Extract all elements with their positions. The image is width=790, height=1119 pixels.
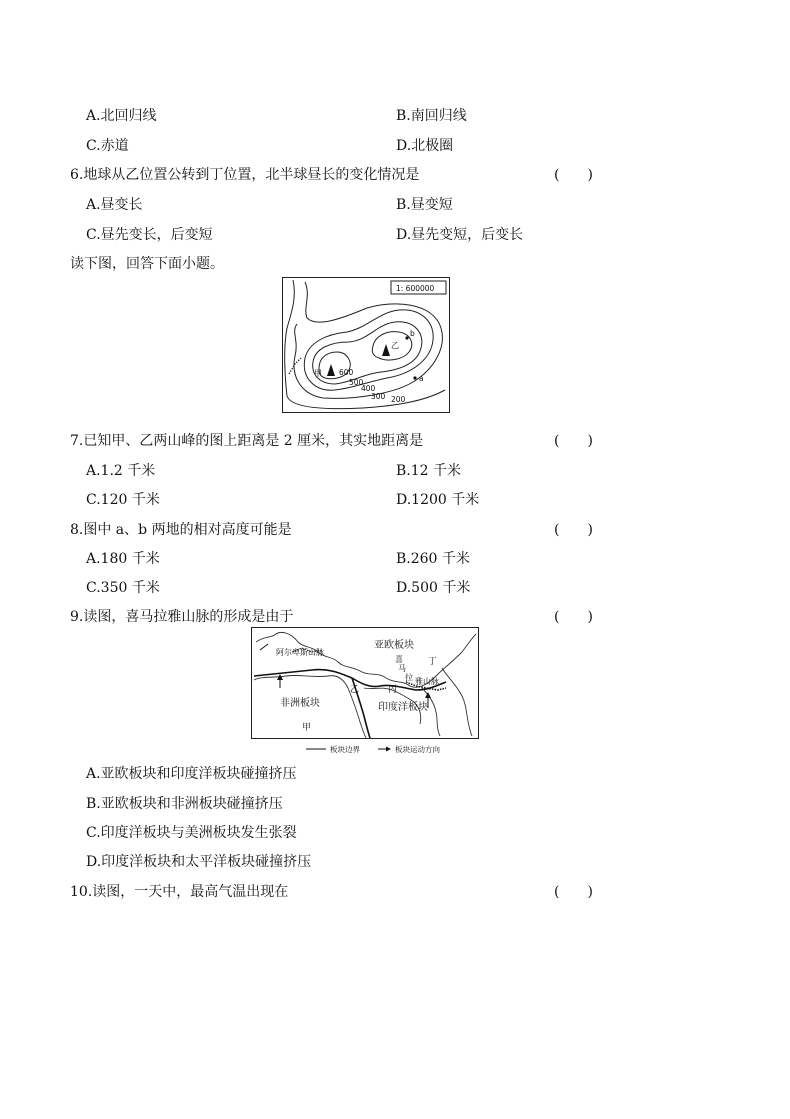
q9-option-a: A.亚欧板块和印度洋板块碰撞挤压: [86, 766, 297, 782]
q7-option-a: A.1.2 千米: [86, 463, 156, 479]
contour-label-300: 300: [371, 392, 386, 401]
peak-yi-label: 乙: [391, 341, 399, 350]
label-ding: 丁: [428, 657, 438, 667]
contour-map-svg: [283, 278, 449, 412]
coastline-north: [256, 632, 476, 687]
label-jia: 甲: [302, 723, 312, 733]
legend-arrow-icon: [386, 747, 391, 752]
peak-jia-label: 甲: [314, 369, 322, 378]
q7-option-c: C.120 千米: [86, 492, 160, 508]
intro-text: 读下图，回答下面小题。: [70, 256, 224, 272]
point-a-label: a: [419, 374, 424, 383]
q5-option-b: B.南回归线: [396, 108, 467, 124]
q9-option-c: C.印度洋板块与美洲板块发生张裂: [86, 825, 297, 841]
coastline-east: [442, 668, 472, 736]
label-eurasia-plate: 亚欧板块: [374, 640, 414, 651]
label-bing: 丙: [388, 685, 398, 695]
contour-label-500: 500: [349, 378, 364, 387]
contour-label-600: 600: [339, 368, 354, 377]
q9-option-b: B.亚欧板块和非洲板块碰撞挤压: [86, 796, 283, 812]
q6-answer-paren: ( ): [554, 167, 593, 183]
q8-option-b: B.260 千米: [396, 551, 470, 567]
q7-answer-paren: ( ): [554, 433, 593, 449]
plate-map-svg: [252, 628, 478, 738]
peak-jia-icon: [327, 364, 335, 376]
label-himalaya-3: 拉: [405, 673, 413, 682]
point-b-label: b: [410, 329, 415, 338]
contour-label-200: 200: [391, 395, 406, 404]
label-himalaya-1: 喜: [395, 655, 403, 664]
q7-stem: 7.已知甲、乙两山峰的图上距离是 2 厘米，其实地距离是: [70, 433, 424, 449]
legend-direction-label: 板块运动方向: [395, 745, 440, 754]
q9-answer-paren: ( ): [554, 609, 593, 625]
q8-answer-paren: ( ): [554, 522, 593, 538]
q7-option-d: D.1200 千米: [396, 492, 480, 508]
label-himalaya-4: 雅山脉: [415, 677, 439, 686]
label-yi: 乙: [350, 685, 360, 695]
label-alps: 阿尔卑斯山脉: [276, 648, 324, 657]
label-indian-plate: 印度洋板块: [378, 702, 428, 713]
label-africa-plate: 非洲板块: [280, 698, 320, 709]
q9-stem: 9.读图，喜马拉雅山脉的形成是由于: [70, 609, 294, 625]
q8-option-c: C.350 千米: [86, 580, 160, 596]
label-himalaya-2: 马: [398, 664, 406, 673]
plate-map-legend: [306, 740, 486, 752]
q5-option-a: A.北回归线: [86, 108, 157, 124]
q6-option-b: B.昼变短: [396, 197, 453, 213]
plate-map-figure: [251, 627, 479, 739]
legend-svg: [306, 743, 486, 755]
contour-label-400: 400: [361, 384, 376, 393]
motion-arrow-nw: [260, 644, 268, 650]
q7-option-b: B.12 千米: [396, 463, 462, 479]
q8-option-a: A.180 千米: [86, 551, 160, 567]
peak-yi-icon: [382, 344, 390, 356]
point-b-dot: [405, 336, 408, 339]
scale-label: 1: 600000: [396, 284, 435, 293]
q6-option-c: C.昼先变长，后变短: [86, 227, 213, 243]
contour-map-figure: [282, 277, 450, 413]
legend-boundary-label: 板块边界: [330, 745, 360, 754]
q6-stem: 6.地球从乙位置公转到丁位置，北半球昼长的变化情况是: [70, 167, 420, 183]
q5-option-c: C.赤道: [86, 138, 129, 154]
q10-answer-paren: ( ): [554, 884, 593, 900]
q9-option-d: D.印度洋板块和太平洋板块碰撞挤压: [86, 854, 312, 870]
q6-option-a: A.昼变长: [86, 197, 143, 213]
point-a-dot: [413, 376, 416, 379]
q8-option-d: D.500 千米: [396, 580, 471, 596]
q10-stem: 10.读图，一天中，最高气温出现在: [70, 884, 289, 900]
q8-stem: 8.图中 a、b 两地的相对高度可能是: [70, 522, 292, 538]
q6-option-d: D.昼先变短，后变长: [396, 227, 524, 243]
q5-option-d: D.北极圈: [396, 138, 454, 154]
